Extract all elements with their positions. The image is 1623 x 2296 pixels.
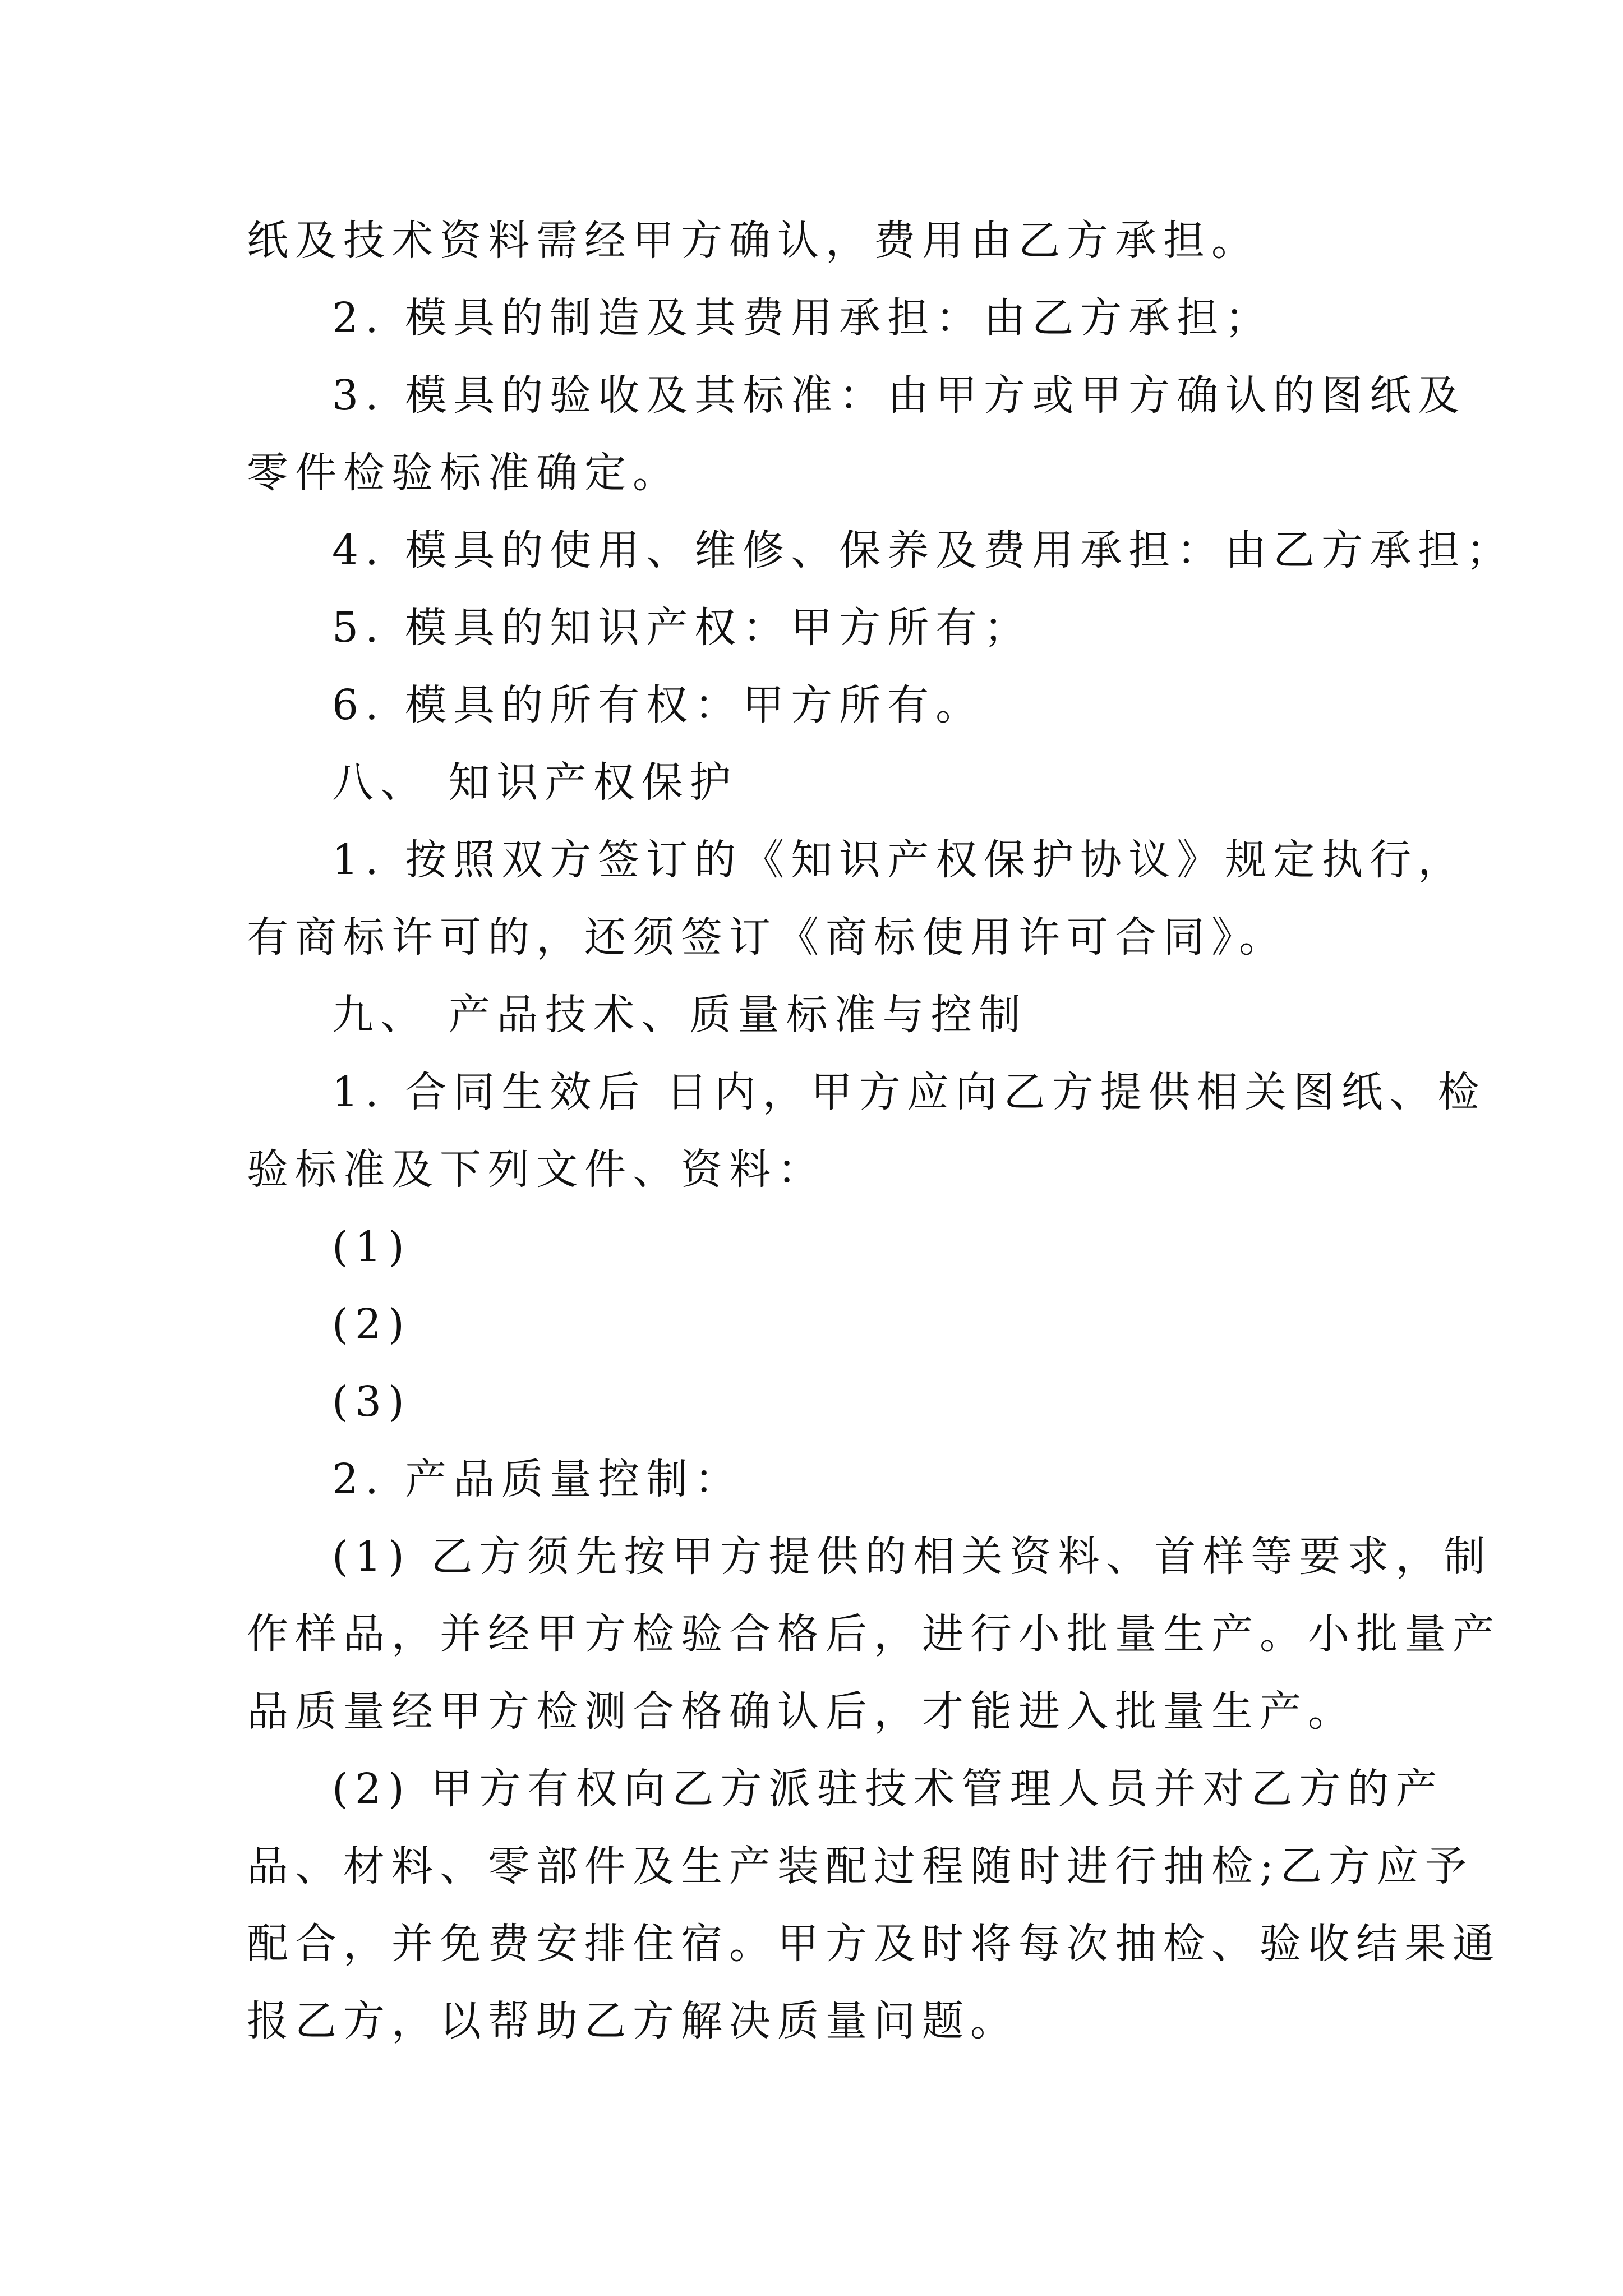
text-line: 有商标许可的，还须签订《商标使用许可合同》。 — [247, 913, 1287, 961]
contract-text — [247, 202, 1515, 2060]
text-line: 6. 模具的所有权：甲方所有。 — [332, 681, 984, 729]
list-item: (3) — [332, 1378, 411, 1426]
text-line: 零件检验标准确定。 — [247, 449, 681, 497]
text-line: (2) 甲方有权向乙方派驻技术管理人员并对乙方的产 — [332, 1765, 1444, 1813]
list-item: (1) — [332, 1223, 411, 1271]
text-line: (1) 乙方须先按甲方提供的相关资料、首样等要求，制 — [332, 1533, 1492, 1581]
text-line: 报乙方，以帮助乙方解决质量问题。 — [247, 1997, 1018, 2045]
text-line: 2. 产品质量控制： — [332, 1455, 743, 1503]
text-line: 1. 合同生效后 日内，甲方应向乙方提供相关图纸、检 — [332, 1068, 1486, 1116]
text-line: 2. 模具的制造及其费用承担：由乙方承担； — [332, 294, 1274, 342]
text-line: 4. 模具的使用、维修、保养及费用承担：由乙方承担； — [332, 526, 1515, 574]
text-line: 品质量经甲方检测合格确认后，才能进入批量生产。 — [247, 1687, 1356, 1736]
text-line: 1. 按照双方签订的《知识产权保护协议》规定执行， — [332, 836, 1467, 884]
text-line: 3. 模具的验收及其标准：由甲方或甲方确认的图纸及 — [332, 371, 1467, 420]
text-line: 纸及技术资料需经甲方确认，费用由乙方承担。 — [247, 217, 1260, 265]
text-line: 5. 模具的知识产权：甲方所有； — [332, 604, 1032, 652]
text-line: 作样品，并经甲方检验合格后，进行小批量生产。小批量产 — [247, 1610, 1501, 1658]
text-line: 验标准及下列文件、资料： — [247, 1145, 826, 1194]
list-item: (2) — [332, 1300, 411, 1349]
text-line: 配合，并免费安排住宿。甲方及时将每次抽检、验收结果通 — [247, 1920, 1501, 1968]
section-heading: 八、 知识产权保护 — [332, 758, 738, 807]
text-line: 品、材料、零部件及生产装配过程随时进行抽检;乙方应予 — [247, 1842, 1473, 1890]
section-heading: 九、 产品技术、质量标准与控制 — [332, 991, 1027, 1039]
